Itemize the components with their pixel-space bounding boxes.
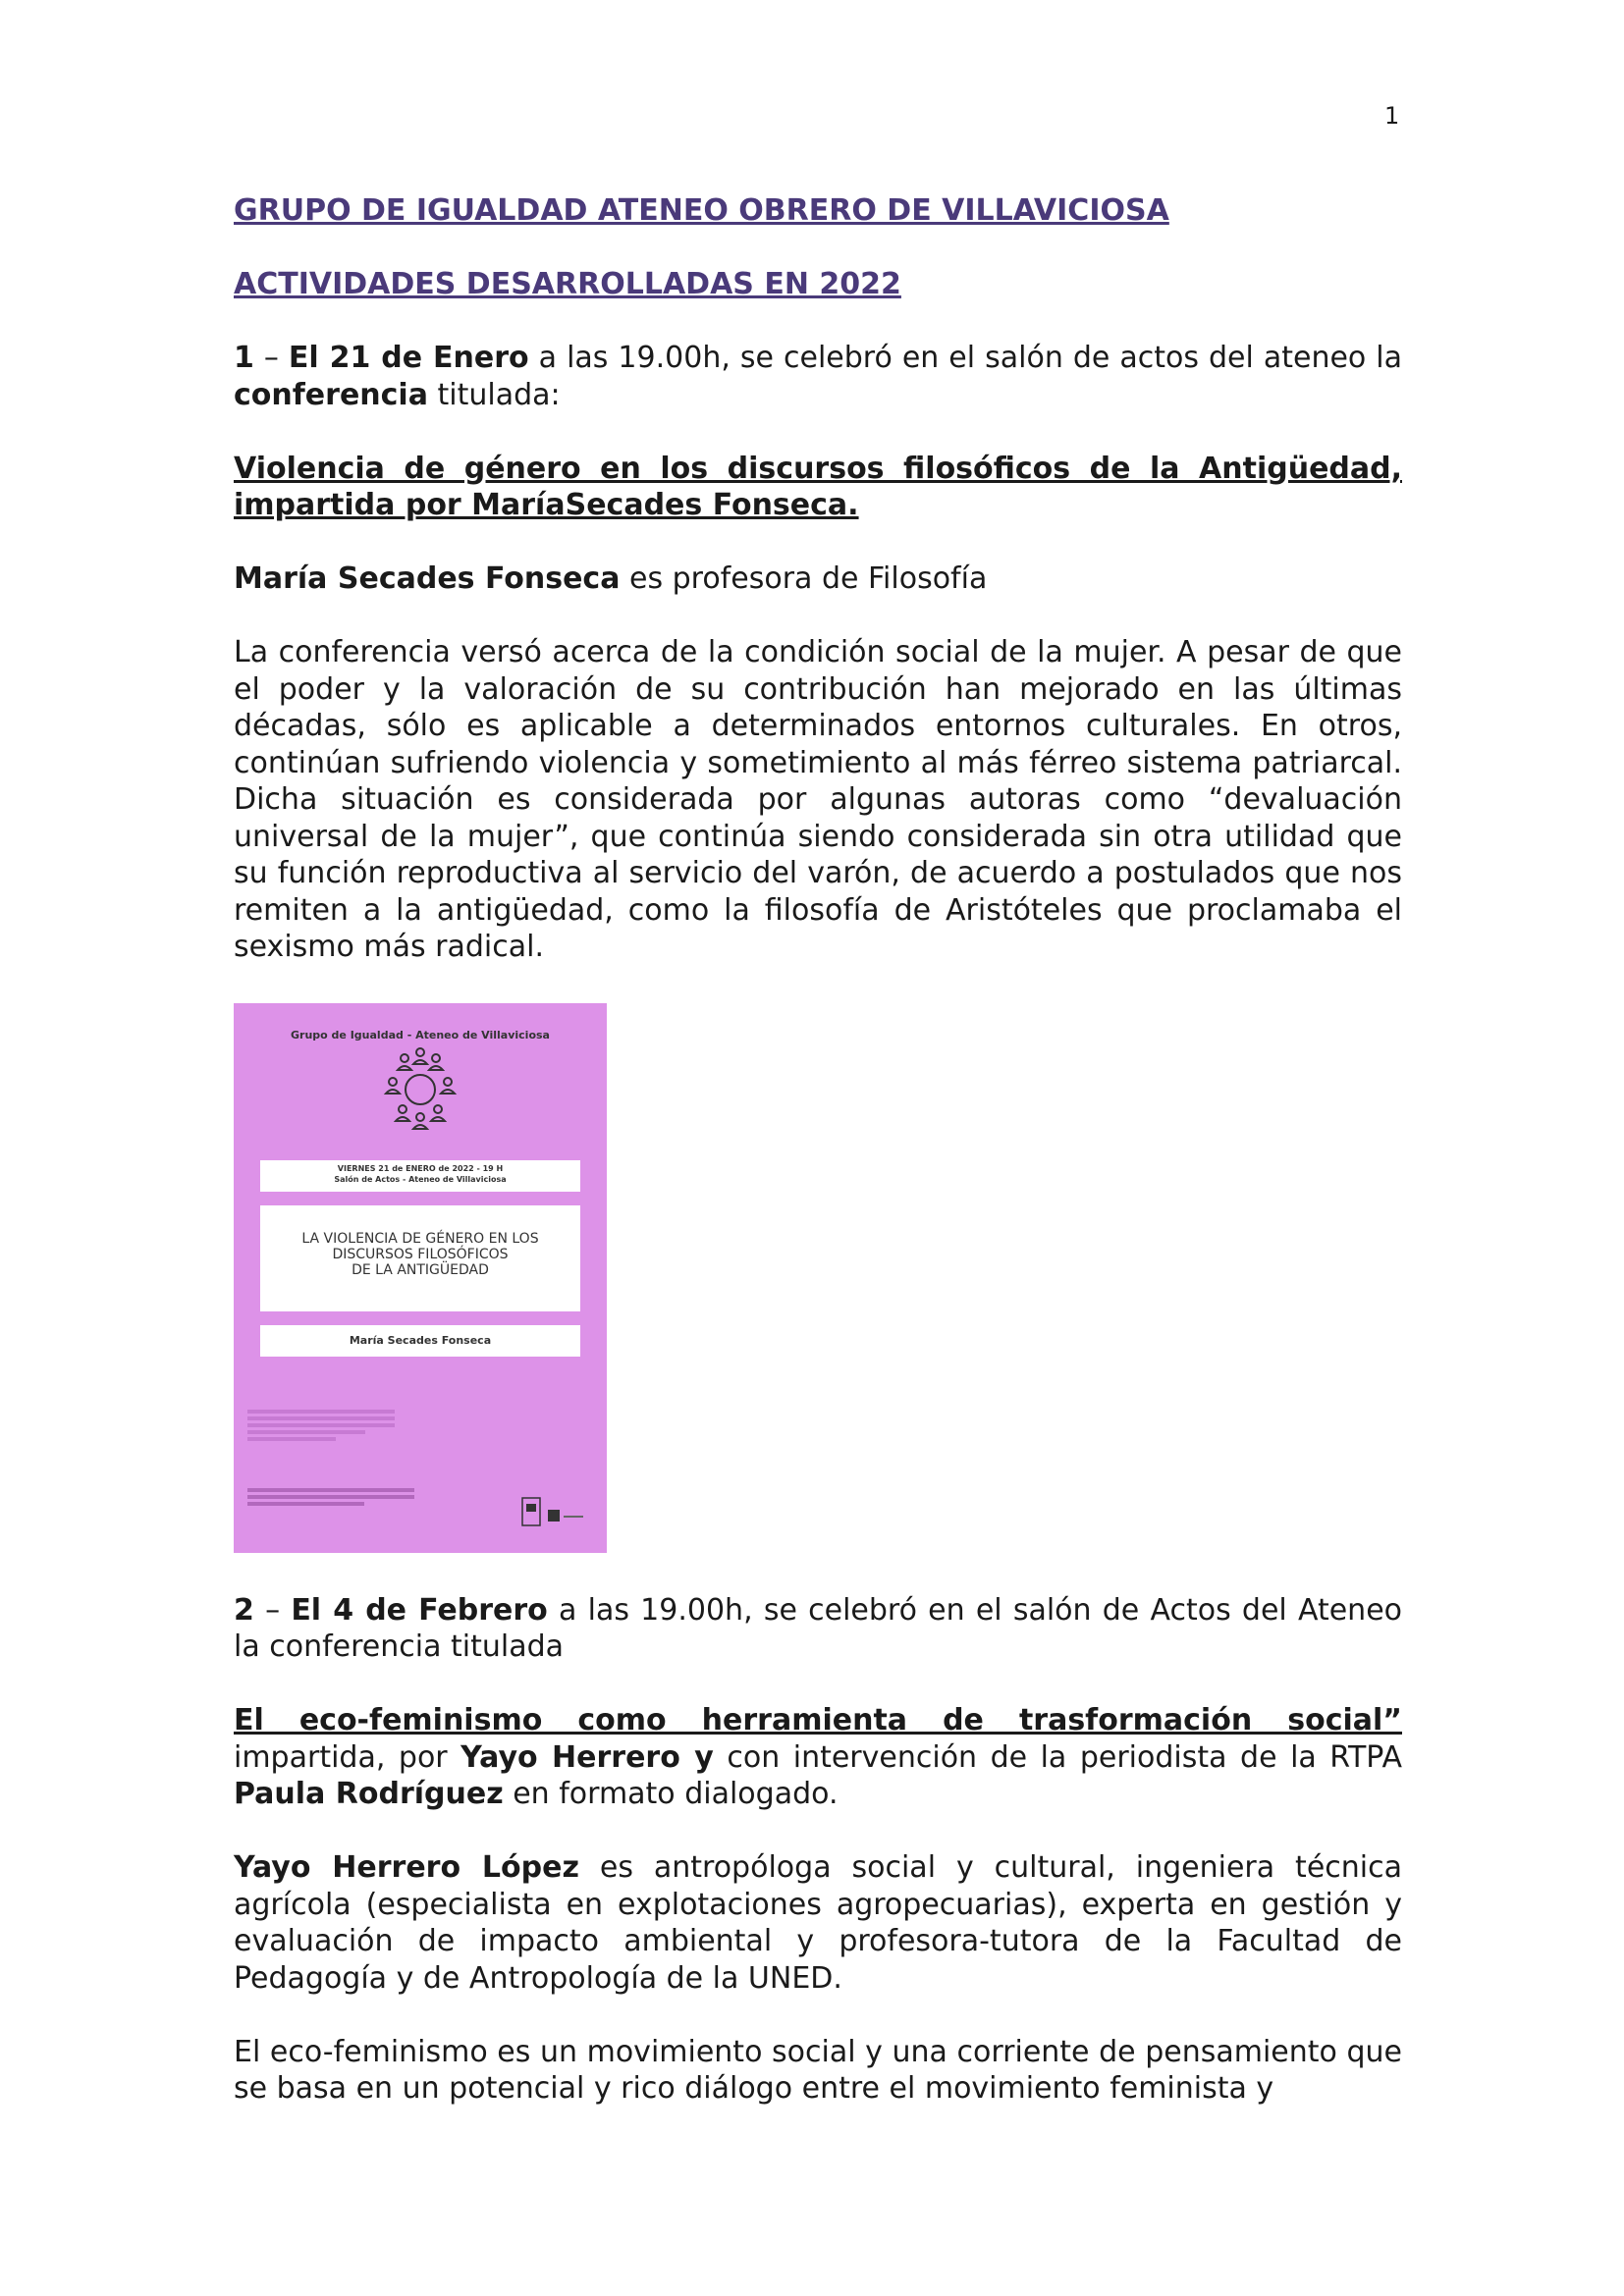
activity-2-date: El 4 de Febrero — [291, 1592, 548, 1628]
poster-fine-print — [247, 1410, 395, 1441]
document-title: GRUPO DE IGUALDAD ATENEO OBRERO DE VILLAVICIOSA — [234, 193, 1169, 228]
activity-2-bio-text: es antropóloga social y cultural, ingeniera técnica agrícola (especialista en explotaciones agropecuarias), experta en gestión y evaluación de impacto ambiental y profesora-tutora de la Facultad de Pedagogía y de Antropología de la UNED. — [234, 1850, 1402, 1996]
poster-title-line: DISCURSOS FILOSÓFICOS — [332, 1246, 509, 1262]
activity-1-body: La conferencia versó acerca de la condición social de la mujer. A pesar de que el poder y la valoración de su contribución han mejorado en las últimas décadas, sólo es aplicable a determinados entornos culturales. En otros, continúan sufriendo violencia y sometimiento al más férreo sistema patriarcal. Dicha situación es considerada por algunas autoras como “devaluación universal de la mujer”, que continúa siendo considerada sin otra utilidad que su función reproductiva al servicio del varón, de acuerdo a postulados que nos remiten a la antigüedad, como la filosofía de Aristóteles que proclamaba el sexismo más radical. — [234, 635, 1402, 964]
activity-2-speaker: Yayo Herrero y — [460, 1739, 714, 1775]
activity-1-intro — [234, 340, 1402, 413]
poster-title-box — [260, 1205, 580, 1311]
page-number: 1 — [1384, 102, 1400, 130]
poster-venue: Salón de Actos - Ateneo de Villaviciosa — [334, 1174, 507, 1184]
sponsor-logos — [516, 1494, 595, 1533]
event-poster — [234, 1003, 607, 1553]
poster-date: VIERNES 21 de ENERO de 2022 - 19 H — [337, 1163, 504, 1173]
activity-1-speaker: María Secades Fonseca — [234, 561, 621, 596]
activity-2-bio — [234, 1849, 1402, 1997]
activity-1-number: 1 — [234, 341, 254, 375]
poster-fine-print-bold — [247, 1488, 414, 1506]
activity-1-keyword: conferencia — [234, 377, 428, 412]
poster-header: Grupo de Igualdad - Ateneo de Villaviciosa — [291, 1028, 550, 1041]
activity-2-intro — [234, 1592, 1402, 1666]
activity-2-text: a las 19.00h, se celebró en el salón de Actos del Ateneo la conferencia titulada — [234, 1592, 1403, 1664]
activity-2-text-d: en formato dialogado. — [503, 1777, 839, 1811]
poster-date-box — [260, 1160, 580, 1192]
dash: – — [253, 341, 289, 375]
poster-title-line: LA VIOLENCIA DE GÉNERO EN LOS — [301, 1230, 539, 1247]
activity-2-text-c: con intervención de la periodista de la RTPA — [713, 1739, 1402, 1775]
activity-2-body: El eco-feminismo es un movimiento social y una corriente de pensamiento que se basa en un potencial y rico diálogo entre el movimiento feminista y — [234, 2034, 1402, 2106]
poster-title-line: DE LA ANTIGÜEDAD — [352, 1261, 489, 1278]
activity-2-text-b: impartida, por — [234, 1739, 461, 1775]
activity-2-bio-name: Yayo Herrero López — [234, 1850, 579, 1885]
document-body — [234, 192, 1402, 2108]
activity-2-title: El eco-feminismo como herramienta de trasformación social” — [234, 1703, 1402, 1737]
activity-1-title: Violencia de género en los discursos filosóficos de la Antigüedad, impartida por MaríaSecades Fonseca. — [234, 451, 1402, 522]
activity-2-journalist: Paula Rodríguez — [234, 1777, 504, 1811]
activity-1-date: El 21 de Enero — [288, 341, 529, 375]
activity-1-speaker-line — [234, 561, 1402, 598]
dash: – — [253, 1592, 292, 1628]
group-people-icon — [381, 1039, 460, 1137]
poster-speaker-box: María Secades Fonseca — [260, 1325, 580, 1357]
activity-1-text-end: titulada: — [427, 377, 561, 412]
activity-2-number: 2 — [234, 1592, 254, 1628]
activity-1-text: a las 19.00h, se celebró en el salón de actos del ateneo la — [528, 341, 1403, 375]
activity-2-title-line — [234, 1702, 1402, 1813]
section-heading: ACTIVIDADES DESARROLLADAS EN 2022 — [234, 267, 901, 301]
activity-1-speaker-desc: es profesora de Filosofía — [620, 561, 988, 596]
